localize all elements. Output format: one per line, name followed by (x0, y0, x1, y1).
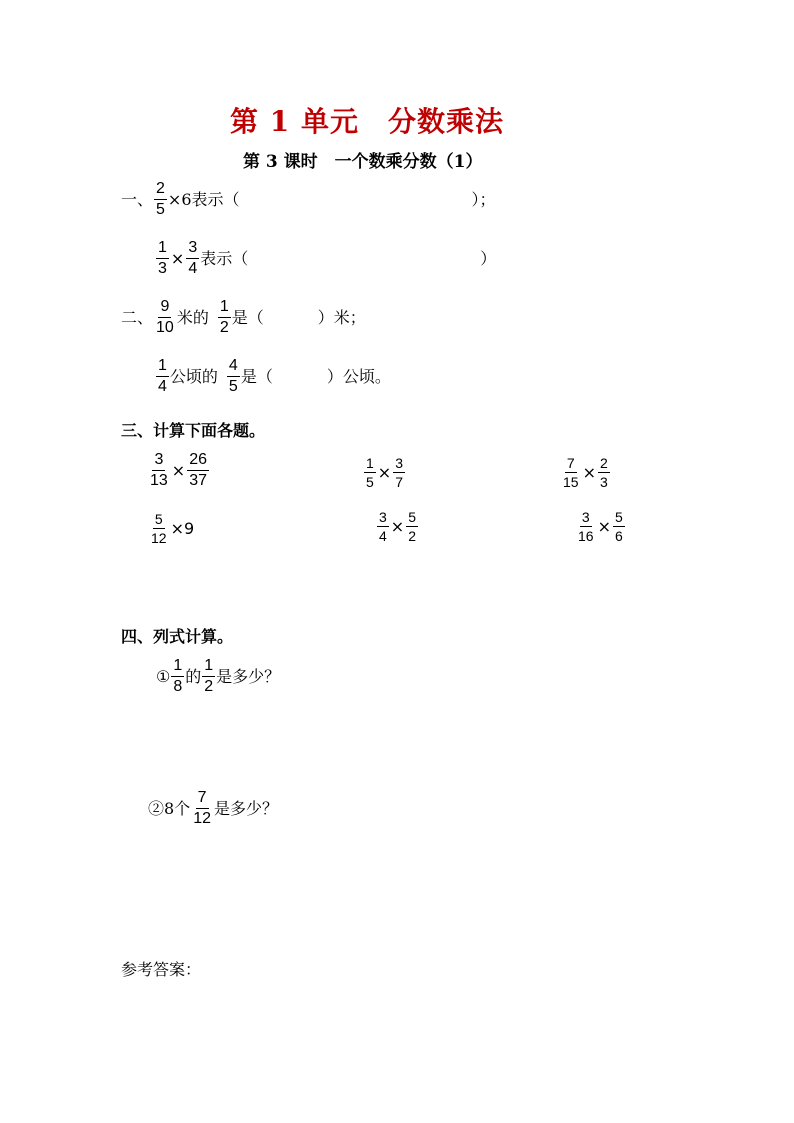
fraction: $\frac{1}{2}$ (219, 298, 229, 336)
q2-line1 (121, 299, 366, 336)
q1-line2-close: ） (480, 248, 497, 268)
calc-item: $\frac{1}{5}$ × $\frac{3}{7}$ (366, 455, 403, 490)
calc-item: $\frac{5}{12}$ ×9 (151, 511, 195, 546)
calc-item: $\frac{3}{4}$ × $\frac{5}{2}$ (379, 509, 416, 544)
q1-prefix: 一、 (121, 189, 154, 209)
q1-line2-text: 表示（ (200, 248, 249, 268)
lesson-subtitle: 第 3 课时 一个数乘分数（1） (243, 152, 483, 172)
q4-heading: 四、列式计算。 (121, 627, 234, 646)
q2-line2-close: ）公顷。 (326, 366, 391, 386)
q1-line1-text: ×6表示（ (167, 189, 240, 209)
q2-line2-mid: 公顷的 (169, 366, 218, 386)
q4-item2: ②8个 $\frac{7}{12}$ 是多少？ (148, 789, 278, 827)
calc-item: $\frac{7}{15}$ × $\frac{2}{3}$ (563, 455, 608, 490)
q2-line1-mid: 米的 (176, 307, 209, 327)
q4-item1: ① $\frac{1}{8}$ 的 $\frac{1}{2}$ 是多少？ (156, 657, 281, 695)
fraction: $\frac{2}{5}$ (156, 180, 165, 218)
fraction: $\frac{1}{3}$ (158, 239, 167, 277)
fraction: $\frac{3}{4}$ (188, 239, 198, 277)
q2-prefix: 二、 (121, 307, 154, 327)
answers-heading: 参考答案： (121, 960, 202, 979)
q2-line1-text: 是（ (231, 307, 264, 327)
calc-item: $\frac{3}{16}$ × $\frac{5}{6}$ (578, 509, 623, 544)
q2-line1-close: ）米； (317, 307, 366, 327)
page-title: 第 1 单元 分数乘法 (230, 105, 504, 138)
times-sign: × (170, 248, 185, 268)
q1-line1-close: ）； (471, 189, 496, 209)
fraction: $\frac{4}{5}$ (228, 357, 238, 395)
fraction: $\frac{1}{4}$ (158, 357, 167, 395)
fraction: $\frac{9}{10}$ (156, 298, 174, 336)
q1-line1 (121, 181, 496, 218)
q1-line2 (155, 240, 496, 277)
q2-line2-text: 是（ (240, 366, 273, 386)
calc-item: $\frac{3}{13}$ × $\frac{26}{37}$ (150, 451, 207, 489)
q2-line2 (155, 358, 391, 395)
q3-heading: 三、计算下面各题。 (121, 421, 266, 440)
